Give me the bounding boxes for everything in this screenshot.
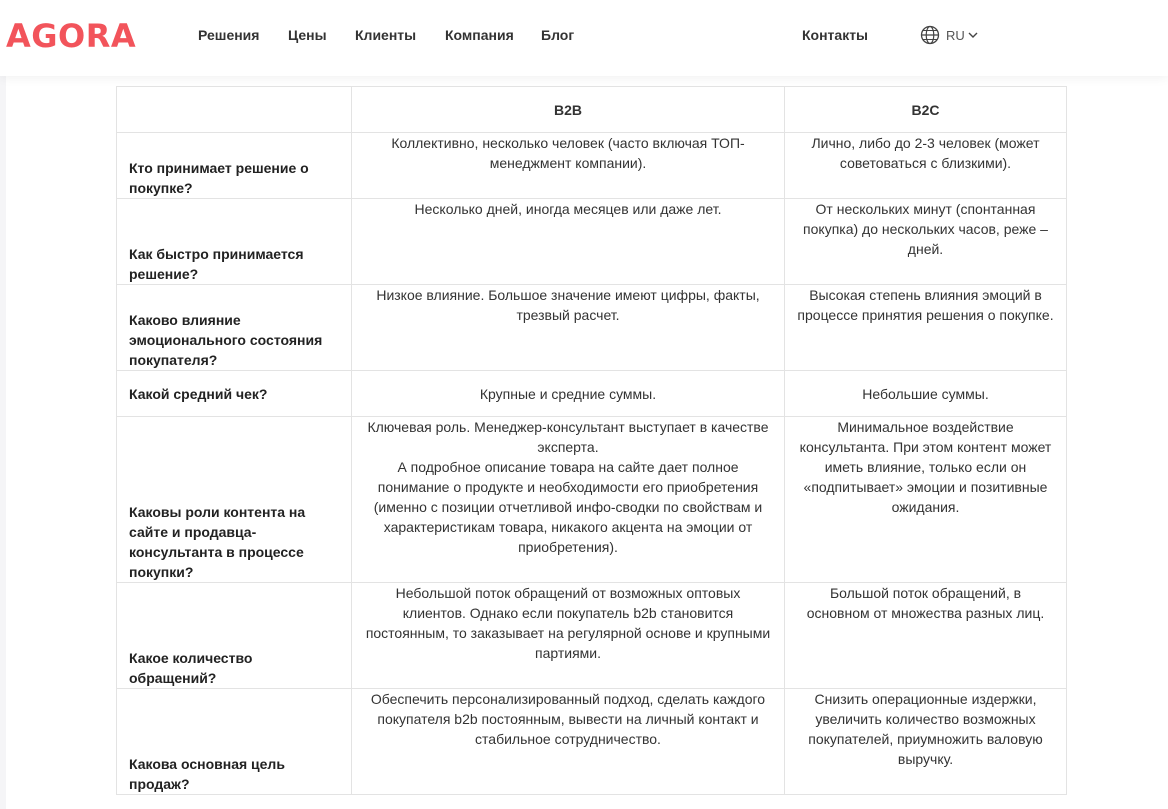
nav-item-company[interactable]: Компания	[445, 27, 514, 43]
question-cell: Какое количество обращений?	[117, 583, 352, 689]
b2c-cell: От нескольких минут (спонтанная покупка) до нескольких часов, реже – дней.	[785, 199, 1067, 285]
table-row	[117, 583, 1067, 689]
table-row	[117, 133, 1067, 199]
nav-item-contacts[interactable]: Контакты	[802, 27, 869, 43]
table-row	[117, 285, 1067, 371]
agora-logo[interactable]	[6, 18, 136, 54]
language-code: RU	[946, 27, 965, 43]
question-cell: Как быстро принимается решение?	[117, 199, 352, 285]
header-b2c: B2C	[785, 87, 1067, 133]
b2b-b2c-comparison-table	[116, 86, 1067, 795]
question-cell: Какова основная цель продаж?	[117, 689, 352, 795]
b2c-cell: Снизить операционные издержки, увеличить количество возможных покупателей, приумножить валовую выручку.	[785, 689, 1067, 795]
question-cell: Каковы роли контента на сайте и продавца-консультанта в процессе покупки?	[117, 417, 352, 583]
header-empty-cell	[117, 87, 352, 133]
b2c-cell: Лично, либо до 2-3 человек (может советоваться с близкими).	[785, 133, 1067, 199]
nav-item-solutions[interactable]: Решения	[198, 27, 260, 43]
table-row	[117, 417, 1067, 583]
chevron-down-icon	[967, 29, 979, 41]
b2c-cell: Минимальное воздействие консультанта. При этом контент может иметь влияние, только если он «подпитывает» эмоции и позитивные ожидания.	[785, 417, 1067, 583]
question-cell: Каково влияние эмоционального состояния покупателя?	[117, 285, 352, 371]
b2c-cell: Высокая степень влияния эмоций в процессе принятия решения о покупке.	[785, 285, 1067, 371]
b2b-cell: Небольшой поток обращений от возможных оптовых клиентов. Однако если покупатель b2b становится постоянным, то заказывает на регулярной основе и крупными партиями.	[352, 583, 785, 689]
nav-item-blog[interactable]: Блог	[541, 27, 575, 43]
table-header-row	[117, 87, 1067, 133]
b2b-cell: Ключевая роль. Менеджер-консультант выступает в качестве эксперта. А подробное описание товара на сайте дает полное понимание о продукте и необходимости его приобретения (именно с позиции отчетливой инфо-сводки по свойствам и характеристикам товара, никакого акцента на эмоции от приобретения).	[352, 417, 785, 583]
table-row	[117, 689, 1067, 795]
header-b2b: B2B	[352, 87, 785, 133]
nav-item-prices[interactable]: Цены	[288, 27, 327, 43]
table-row	[117, 199, 1067, 285]
b2b-cell: Коллективно, несколько человек (часто включая ТОП-менеджмент компании).	[352, 133, 785, 199]
language-selector[interactable]	[920, 24, 979, 46]
b2b-cell: Крупные и средние суммы.	[352, 371, 785, 417]
b2b-cell: Несколько дней, иногда месяцев или даже лет.	[352, 199, 785, 285]
question-cell: Кто принимает решение о покупке?	[117, 133, 352, 199]
b2b-cell: Обеспечить персонализированный подход, сделать каждого покупателя b2b постоянным, вывести на личный контакт и стабильное сотрудничество.	[352, 689, 785, 795]
table-row	[117, 371, 1067, 417]
site-header	[0, 0, 1168, 76]
b2c-cell: Большой поток обращений, в основном от множества разных лиц.	[785, 583, 1067, 689]
b2c-cell: Небольшие суммы.	[785, 371, 1067, 417]
question-cell: Какой средний чек?	[117, 371, 352, 417]
globe-icon	[920, 25, 940, 45]
b2b-cell: Низкое влияние. Большое значение имеют цифры, факты, трезвый расчет.	[352, 285, 785, 371]
nav-item-clients[interactable]: Клиенты	[355, 27, 417, 43]
logo-wordmark: AGORA	[6, 17, 137, 55]
